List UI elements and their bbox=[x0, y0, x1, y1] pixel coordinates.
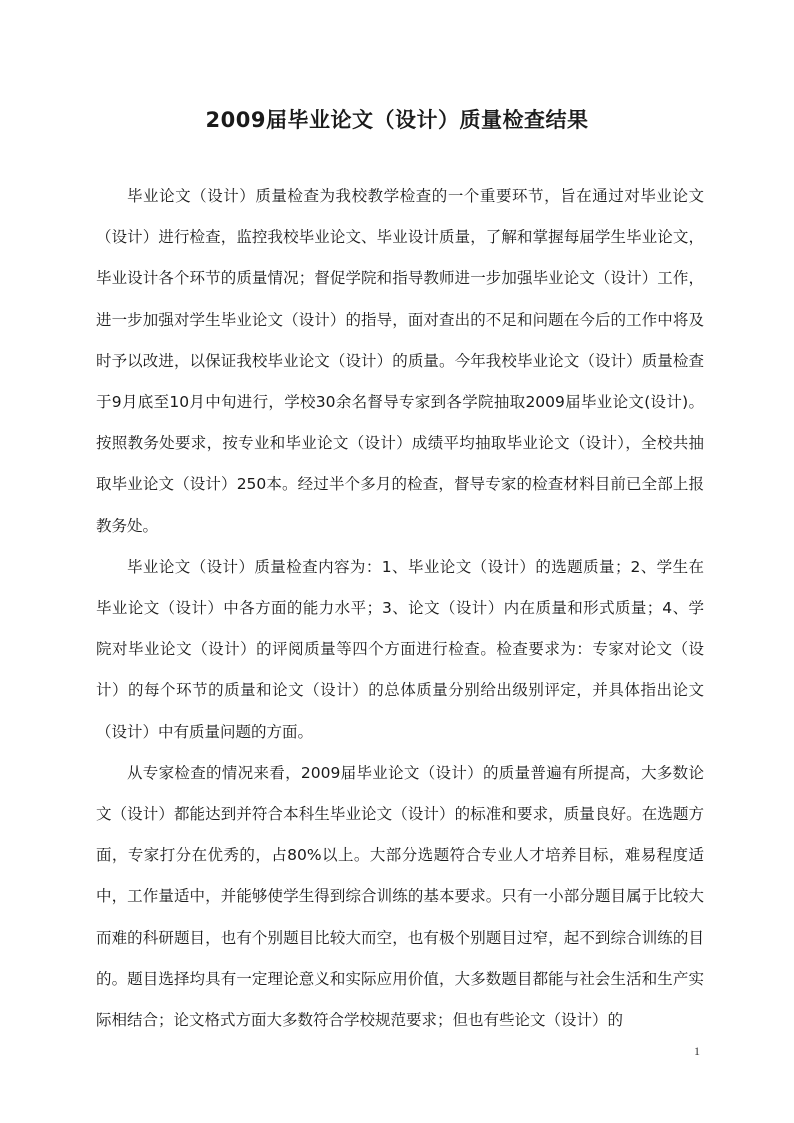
paragraph-2: 毕业论文（设计）质量检查内容为：1、毕业论文（设计）的选题质量；2、学生在毕业论文（设计）中各方面的能力水平；3、论文（设计）内在质量和形式质量；4、学院对毕业论文（设计）的评阅质量等四个方面进行检查。检查要求为：专家对论文（设计）的每个环节的质量和论文（设计）的总体质量分别给出级别评定，并具体指出论文（设计）中有质量问题的方面。 bbox=[96, 557, 704, 741]
document-body bbox=[96, 176, 704, 1041]
page-number: 1 bbox=[694, 1044, 700, 1058]
paragraph-3: 从专家检查的情况来看，2009届毕业论文（设计）的质量普遍有所提高，大多数论文（设计）都能达到并符合本科生毕业论文（设计）的标准和要求，质量良好。在选题方面，专家打分在优秀的，占80%以上。大部分选题符合专业人才培养目标，难易程度适中，工作量适中，并能够使学生得到综合训练的基本要求。只有一小部分题目属于比较大而难的科研题目，也有个别题目比较大而空，也有极个别题目过窄，起不到综合训练的目的。题目选择均具有一定理论意义和实际应用价值，大多数题目都能与社会生活和生产实际相结合；论文格式方面大多数符合学校规范要求；但也有些论文（设计）的 bbox=[96, 763, 704, 1030]
paragraph-1: 毕业论文（设计）质量检查为我校教学检查的一个重要环节，旨在通过对毕业论文（设计）进行检查，监控我校毕业论文、毕业设计质量，了解和掌握每届学生毕业论文，毕业设计各个环节的质量情况；督促学院和指导教师进一步加强毕业论文（设计）工作，进一步加强对学生毕业论文（设计）的指导，面对查出的不足和问题在今后的工作中将及时予以改进，以保证我校毕业论文（设计）的质量。今年我校毕业论文（设计）质量检查于9月底至10月中旬进行，学校30余名督导专家到各学院抽取2009届毕业论文(设计)。按照教务处要求，按专业和毕业论文（设计）成绩平均抽取毕业论文（设计），全校共抽取毕业论文（设计）250本。经过半个多月的检查，督导专家的检查材料目前已全部上报教务处。 bbox=[96, 187, 704, 535]
document-title: 2009届毕业论文（设计）质量检查结果 bbox=[205, 108, 589, 132]
